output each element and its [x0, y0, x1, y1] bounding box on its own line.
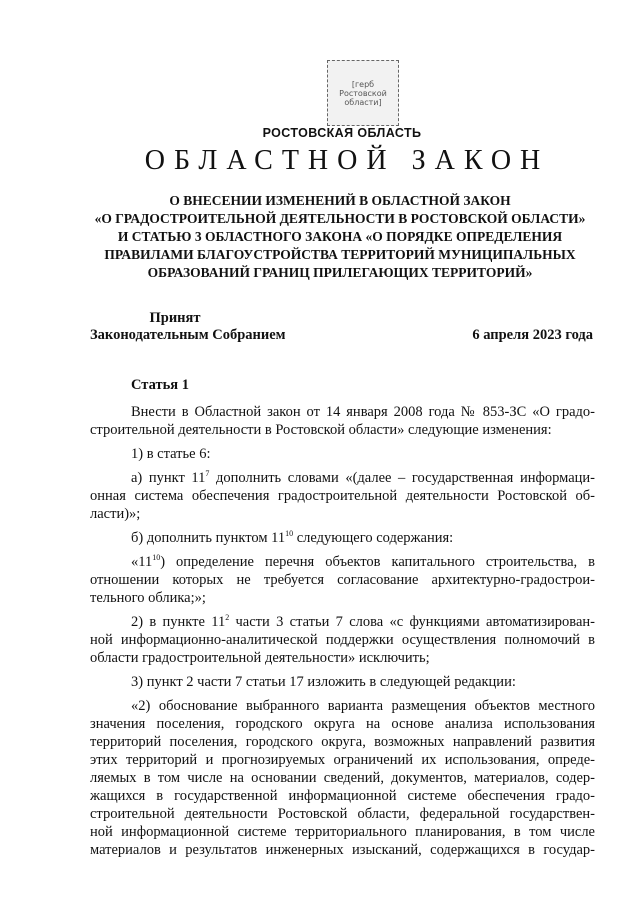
text-line: 2) в пункте $11^2$ части 3 статьи 7 слова «с функциями автоматизирован-: [131, 613, 595, 630]
text-line: 1) в статье 6:: [131, 446, 211, 462]
text-line: территорий поселения, городского округа, возможных направлений развития: [90, 734, 595, 750]
text-line: «2) обоснование выбранного варианта размещения объектов местного: [131, 698, 595, 714]
text-line: строительной деятельности Ростовской области, федеральной государствен-: [90, 806, 595, 822]
text-line: области градостроительной деятельности» исключить;: [90, 650, 430, 666]
adoption-date: 6 апреля 2023 года: [472, 327, 593, 343]
text-line: онная система обеспечения градостроительной деятельности Ростовской об-: [90, 488, 595, 504]
text-line: Внести в Областной закон от 14 января 2008 года № 853-ЗС «О градо-: [131, 404, 595, 420]
law-title-line: И СТАТЬЮ 3 ОБЛАСТНОГО ЗАКОНА «О ПОРЯДКЕ ОПРЕДЕЛЕНИЯ: [117, 229, 563, 244]
paragraph: [90, 403, 595, 439]
law-title-line: «О ГРАДОСТРОИТЕЛЬНОЙ ДЕЯТЕЛЬНОСТИ В РОСТОВСКОЙ ОБЛАСТИ»: [94, 211, 586, 226]
text-line: ной информационной системе территориального планирования, в том числе: [90, 824, 595, 840]
law-title-line: О ВНЕСЕНИИ ИЗМЕНЕНИЙ В ОБЛАСТНОЙ ЗАКОН: [169, 193, 511, 208]
text-line: ной информационно-аналитической поддержки осуществления полномочий в: [90, 632, 595, 648]
paragraph: [90, 469, 595, 523]
article-heading: Статья 1: [131, 377, 189, 393]
law-type-heading: ОБЛАСТНОЙ ЗАКОН: [144, 145, 550, 176]
paragraph: [90, 613, 595, 667]
text-line: а) пункт $11^7$ дополнить словами «(далее – государственная информаци-: [131, 469, 596, 486]
paragraph: [90, 529, 595, 547]
text-line: тельного облика;»;: [90, 590, 206, 606]
text-line: значения поселения, городского округа на основе анализа использования: [90, 716, 595, 732]
adoption-label: Принят: [149, 310, 201, 326]
law-title-line: ОБРАЗОВАНИЙ ГРАНИЦ ПРИЛЕГАЮЩИХ ТЕРРИТОРИЙ»: [147, 265, 533, 280]
text-line: ласти)»;: [90, 506, 141, 522]
text-line: отношении которых не требуется согласование архитектурно-градострои-: [90, 572, 595, 588]
law-title: [90, 192, 590, 282]
paragraph: [90, 445, 595, 463]
text-line: жащихся в государственной информационной системе обеспечения градо-: [90, 788, 595, 804]
coat-of-arms-placeholder: [герб Ростовской области]: [327, 60, 399, 126]
paragraph: [90, 697, 595, 859]
text-line: этих территорий и прогнозируемых ограничений их использования, опреде-: [90, 752, 595, 768]
article-body: [90, 403, 595, 865]
paragraph: [90, 553, 595, 607]
text-line: 3) пункт 2 части 7 статьи 17 изложить в следующей редакции:: [131, 674, 516, 690]
text-line: материалов и результатов инженерных изысканий, содержащихся в государ-: [90, 842, 595, 858]
adoption-body: Законодательным Собранием: [90, 327, 286, 343]
text-line: ляемых в том числе на основании сведений, документов, материалов, содер-: [90, 770, 595, 786]
region-name: РОСТОВСКАЯ ОБЛАСТЬ: [262, 126, 422, 140]
text-line: б) дополнить пунктом $11^{10}$ следующего содержания:: [131, 529, 454, 546]
paragraph: [90, 673, 595, 691]
text-line: «$11^{10}$) определение перечня объектов капитального строительства, в: [131, 553, 595, 570]
text-line: строительной деятельности в Ростовской области» следующие изменения:: [90, 422, 552, 438]
law-title-line: ПРАВИЛАМИ БЛАГОУСТРОЙСТВА ТЕРРИТОРИЙ МУНИЦИПАЛЬНЫХ: [104, 247, 576, 262]
